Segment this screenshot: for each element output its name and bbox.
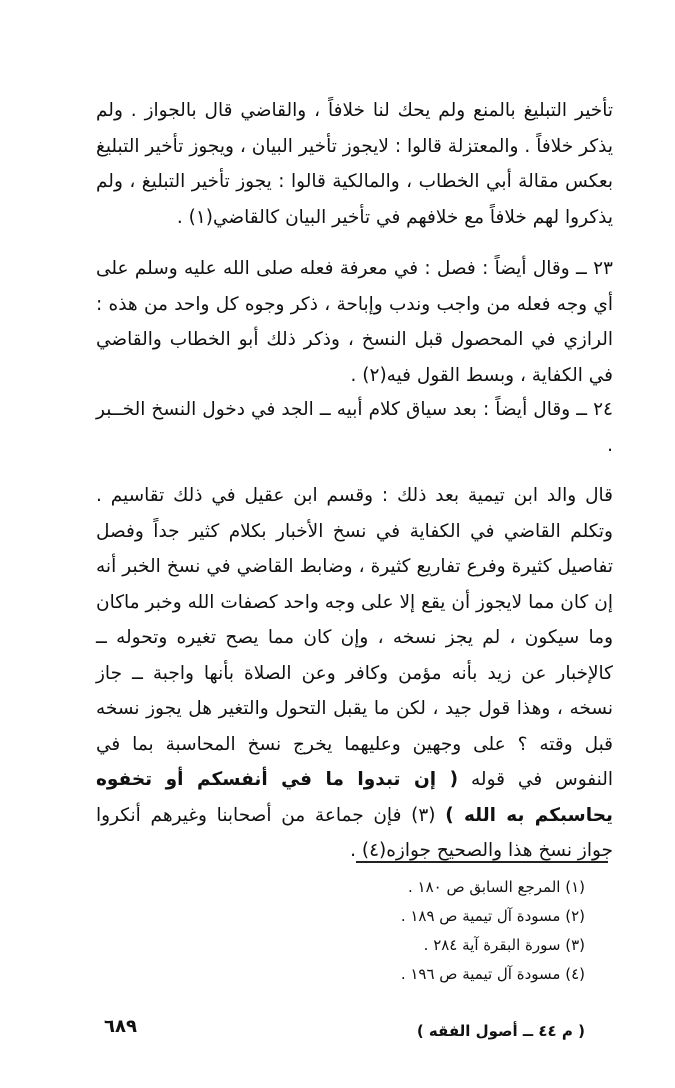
paragraph-text-after-quote: (٣) فإن جماعة من أصحابنا وغيرهم أنكروا جواز نسخ هذا والصحيح جوازه(٤) .	[96, 804, 613, 861]
paragraph-continuation: تأخير التبليغ بالمنع ولم يحك لنا خلافاً ، والقاضي قال بالجواز . ولم يذكر خلافاً . والمعتزلة قالوا : لايجوز تأخير البيان ، ويجوز تأخير التبليغ بعكس مقالة أبي الخطاب ، والمالكية قالوا : يجوز تأخير التبليغ ، ولم يذكروا لهم خلافاً مع خلافهم في تأخير البيان كالقاضي(١) .	[96, 100, 613, 228]
quranic-quote: ( إن تبدوا ما في أنفسكم أو تخفوه يحاسبكم به الله )	[96, 769, 613, 826]
footnote-1: (١) المرجع السابق ص ١٨٠ .	[407, 878, 585, 896]
signature-mark: ( م ٤٤ ــ أصول الفقه )	[416, 1022, 585, 1040]
paragraph-24: ٢٤ ــ وقال أيضاً : بعد سياق كلام أبيه ــ الجد في دخول النسخ الخــبر .	[96, 399, 613, 456]
footnote-2: (٢) مسودة آل تيمية ص ١٨٩ .	[400, 907, 585, 925]
paragraph-23: ٢٣ ــ وقال أيضاً : فصل : في معرفة فعله صلى الله عليه وسلم على أي وجه فعله من واجب وندب وإباحة ، ذكر وجوه كل واحد من هذه : الرازي في المحصول قبل النسخ ، وذكر ذلك أبو الخطاب والقاضي في الكفاية ، وبسط القول فيه(٢) .	[96, 258, 613, 386]
footnote-3: (٣) سورة البقرة آية ٢٨٤ .	[423, 936, 585, 954]
footnote-divider	[356, 861, 608, 863]
page-number: ٦٨٩	[104, 1016, 137, 1037]
footnotes-list	[185, 873, 585, 989]
paragraph-text-before-quote: قال والد ابن تيمية بعد ذلك : وقسم ابن عقيل في ذلك تقاسيم . وتكلم القاضي في الكفاية في نسخ الأخبار بكلام كثير جداً وفصل تفاصيل كثيرة وفرع تفاريع كثيرة ، وضابط القاضي في نسخ الخبر أنه إن كان مما لايجوز أن يقع إلا على وجه واحد كصفات الله وخبر ماكان وما سيكون ، لم يجز نسخه ، وإن كان مما يصح تغيره وتحوله ــ كالإخبار عن زيد بأنه مؤمن وكافر وعن الصلاة بأنها واجبة ــ جاز نسخه ، وهذا قول جيد ، لكن ما يقبل التحول والتغير هل يجوز نسخه قبل وقته ؟ على وجهين وعليهما يخرج نسخ المحاسبة بما في النفوس في قوله	[96, 485, 613, 790]
paragraph-ibn-taymiyyah-father	[96, 478, 613, 869]
footnote-4: (٤) مسودة آل تيمية ص ١٩٦ .	[400, 965, 585, 983]
